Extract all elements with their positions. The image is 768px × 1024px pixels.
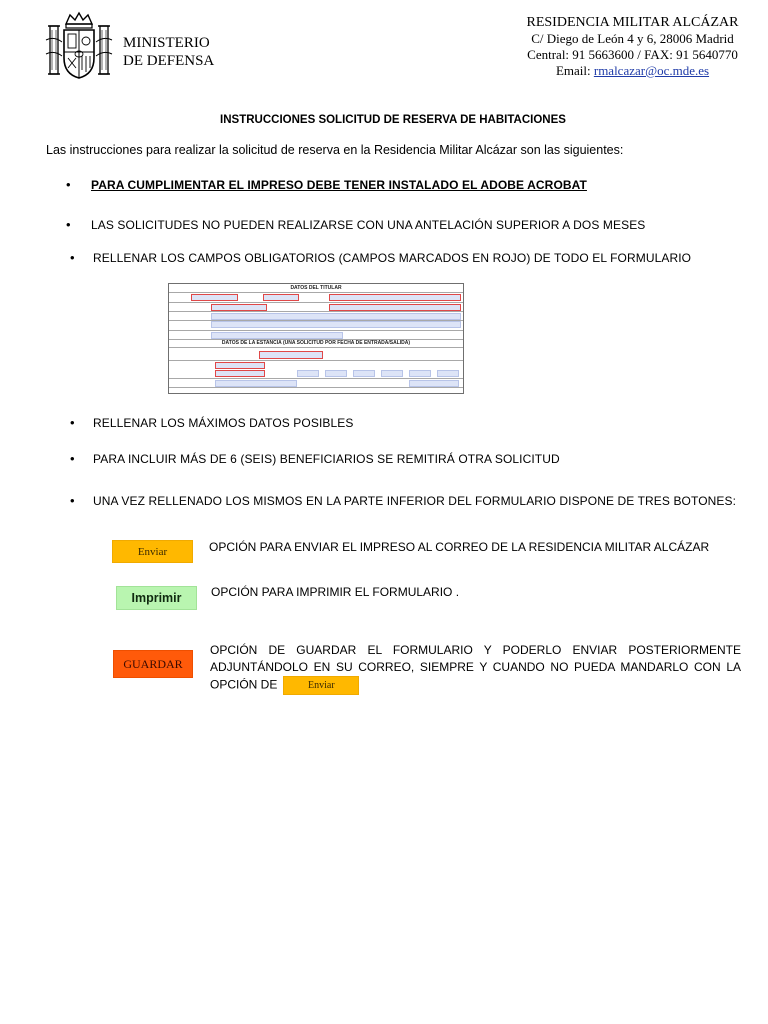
- form-preview-field: [211, 304, 267, 311]
- bullet-text: RELLENAR LOS MÁXIMOS DATOS POSIBLES: [93, 416, 354, 430]
- guardar-option-text: OPCIÓN DE GUARDAR EL FORMULARIO Y PODERLO ENVIAR POSTERIORMENTE ADJUNTÁNDOLO EN SU CORREO, SIEMPRE Y CUANDO NO PUEDA MANDARLO CON LA OPCIÓN DE: [210, 643, 741, 692]
- form-preview-image: [168, 283, 464, 394]
- form-preview-field: [353, 370, 375, 377]
- form-preview-field: [329, 294, 461, 301]
- spanish-coat-of-arms-icon: [44, 10, 114, 82]
- bullet-dot: •: [66, 177, 71, 192]
- form-preview-field: [215, 380, 297, 387]
- form-preview-field: [211, 313, 461, 320]
- enviar-option-description: OPCIÓN PARA ENVIAR EL IMPRESO AL CORREO DE LA RESIDENCIA MILITAR ALCÁZAR: [209, 540, 710, 554]
- email-label: Email:: [555, 63, 594, 78]
- form-preview-field: [211, 321, 461, 328]
- enviar-button[interactable]: Enviar: [112, 540, 193, 563]
- ministry-line-1: MINISTERIO: [123, 35, 210, 51]
- bullet-text: PARA INCLUIR MÁS DE 6 (SEIS) BENEFICIARIOS SE REMITIRÁ OTRA SOLICITUD: [93, 452, 560, 466]
- enviar-inline-button[interactable]: Enviar: [283, 676, 359, 695]
- form-preview-section-estancia: DATOS DE LA ESTANCIA (UNA SOLICITUD POR FECHA DE ENTRADA/SALIDA): [221, 340, 411, 346]
- form-preview-field: [191, 294, 238, 301]
- form-preview-divider: [169, 292, 463, 293]
- form-preview-field: [263, 294, 299, 301]
- form-preview-field: [325, 370, 347, 377]
- residence-email-line: [500, 63, 765, 79]
- guardar-button[interactable]: GUARDAR: [113, 650, 193, 678]
- form-preview-field: [215, 362, 265, 369]
- document-title: INSTRUCCIONES SOLICITUD DE RESERVA DE HABITACIONES: [220, 114, 566, 126]
- form-preview-field: [211, 332, 343, 339]
- bullet-text: RELLENAR LOS CAMPOS OBLIGATORIOS (CAMPOS MARCADOS EN ROJO) DE TODO EL FORMULARIO: [93, 251, 692, 265]
- form-preview-section-titular: DATOS DEL TITULAR: [290, 285, 342, 291]
- form-preview-field: [259, 351, 323, 359]
- bullet-dot: •: [66, 217, 71, 232]
- bullet-dot: •: [70, 250, 75, 265]
- bullet-dot: •: [70, 415, 75, 430]
- residence-name: RESIDENCIA MILITAR ALCÁZAR: [526, 15, 739, 30]
- form-preview-field: [381, 370, 403, 377]
- form-preview-divider: [169, 387, 463, 388]
- intro-text: Las instrucciones para realizar la solicitud de reserva en la Residencia Militar Alcázar son las siguientes:: [46, 143, 624, 157]
- guardar-option-description: [210, 642, 741, 695]
- bullet-text: LAS SOLICITUDES NO PUEDEN REALIZARSE CON UNA ANTELACIÓN SUPERIOR A DOS MESES: [91, 218, 646, 232]
- form-preview-field: [409, 380, 459, 387]
- form-preview-field: [437, 370, 459, 377]
- form-preview-divider: [169, 347, 463, 348]
- bullet-text: PARA CUMPLIMENTAR EL IMPRESO DEBE TENER INSTALADO EL ADOBE ACROBAT: [91, 178, 587, 192]
- form-preview-field: [409, 370, 431, 377]
- form-preview-divider: [169, 378, 463, 379]
- ministry-line-2: DE DEFENSA: [123, 53, 215, 69]
- form-preview-divider: [169, 302, 463, 303]
- email-link[interactable]: rmalcazar@oc.mde.es: [593, 63, 710, 78]
- form-preview-divider: [169, 360, 463, 361]
- bullet-text: UNA VEZ RELLENADO LOS MISMOS EN LA PARTE INFERIOR DEL FORMULARIO DISPONE DE TRES BOTONES:: [93, 494, 737, 508]
- residence-contact-block: [500, 15, 765, 79]
- imprimir-button[interactable]: Imprimir: [116, 586, 197, 610]
- form-preview-field: [215, 370, 265, 377]
- form-preview-divider: [169, 330, 463, 331]
- ministry-name: [123, 34, 214, 70]
- bullet-dot: •: [70, 493, 75, 508]
- imprimir-option-description: OPCIÓN PARA IMPRIMIR EL FORMULARIO .: [211, 585, 460, 599]
- residence-address: C/ Diego de León 4 y 6, 28006 Madrid: [531, 31, 734, 46]
- bullet-dot: •: [70, 451, 75, 466]
- form-preview-field: [297, 370, 319, 377]
- residence-phones: Central: 91 5663600 / FAX: 91 5640770: [527, 47, 738, 62]
- form-preview-divider: [169, 311, 463, 312]
- form-preview-field: [329, 304, 461, 311]
